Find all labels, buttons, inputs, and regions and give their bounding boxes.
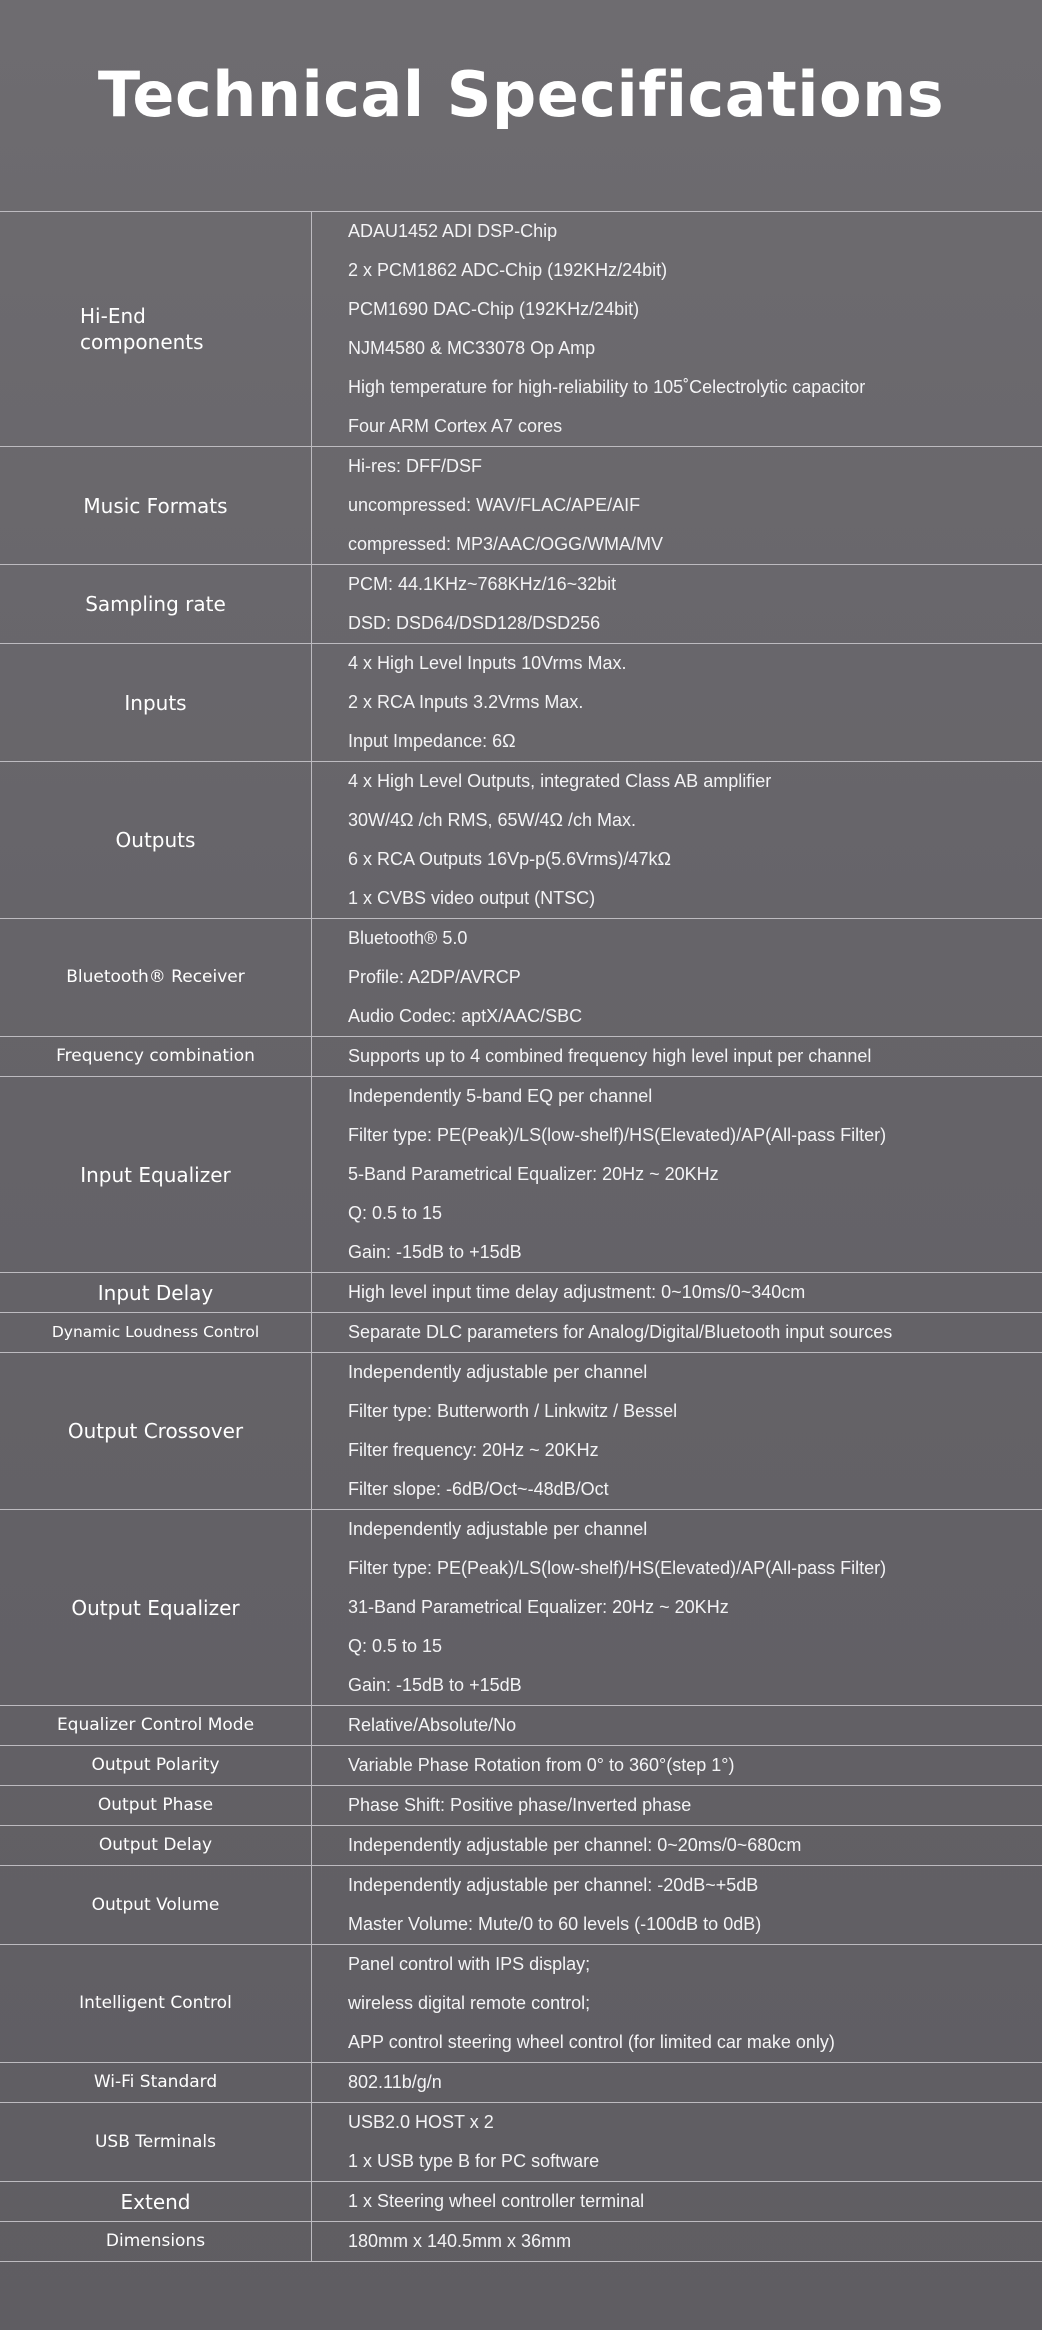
spec-label: Dimensions [0,2222,312,2261]
spec-values [312,1077,1042,1272]
spec-value: Bluetooth® 5.0 [348,928,468,948]
spec-row [0,919,1042,1037]
spec-value: 2 x RCA Inputs 3.2Vrms Max. [348,692,584,712]
spec-values [312,1866,1042,1944]
spec-value: Gain: -15dB to +15dB [348,1675,522,1695]
spec-value: uncompressed: WAV/FLAC/APE/AIF [348,495,641,515]
spec-row [0,762,1042,919]
spec-label: Inputs [0,644,312,761]
spec-row [0,1353,1042,1510]
spec-value: 180mm x 140.5mm x 36mm [348,2231,572,2251]
spec-label: Input Delay [0,1273,312,1312]
spec-label: Dynamic Loudness Control [0,1313,312,1352]
spec-row [0,1945,1042,2063]
spec-value: PCM: 44.1KHz~768KHz/16~32bit [348,574,617,594]
spec-value: PCM1690 DAC-Chip (192KHz/24bit) [348,299,640,319]
spec-value: Phase Shift: Positive phase/Inverted phase [348,1795,692,1815]
spec-value: 1 x USB type B for PC software [348,2151,600,2171]
spec-row [0,1826,1042,1866]
spec-value: 6 x RCA Outputs 16Vp-p(5.6Vrms)/47kΩ [348,849,671,869]
spec-values [312,1313,1042,1352]
spec-row [0,2103,1042,2182]
spec-row [0,1746,1042,1786]
spec-values [312,2182,1042,2221]
spec-value: Audio Codec: aptX/AAC/SBC [348,1006,583,1026]
spec-value: Master Volume: Mute/0 to 60 levels (-100dB to 0dB) [348,1914,762,1934]
spec-value: USB2.0 HOST x 2 [348,2112,494,2132]
spec-value: 5-Band Parametrical Equalizer: 20Hz ~ 20KHz [348,1164,719,1184]
spec-label: Extend [0,2182,312,2221]
page-title: Technical Specifications [97,58,945,131]
spec-value: 1 x Steering wheel controller terminal [348,2191,645,2211]
spec-value: 2 x PCM1862 ADC-Chip (192KHz/24bit) [348,260,668,280]
spec-label: Output Delay [0,1826,312,1865]
spec-values [312,565,1042,643]
spec-value: Q: 0.5 to 15 [348,1203,443,1223]
spec-value: Q: 0.5 to 15 [348,1636,443,1656]
spec-row [0,447,1042,565]
spec-values [312,212,1042,446]
spec-values [312,1826,1042,1865]
spec-values [312,1945,1042,2062]
spec-value: 30W/4Ω /ch RMS, 65W/4Ω /ch Max. [348,810,636,830]
spec-value: Independently 5-band EQ per channel [348,1086,653,1106]
spec-values [312,1510,1042,1705]
spec-value: ADAU1452 ADI DSP-Chip [348,221,558,241]
spec-value: compressed: MP3/AAC/OGG/WMA/MV [348,534,664,554]
spec-value: Variable Phase Rotation from 0° to 360°(step 1°) [348,1755,735,1775]
specifications-table [0,211,1042,2262]
spec-row [0,1786,1042,1826]
spec-label: Equalizer Control Mode [0,1706,312,1745]
spec-values [312,1706,1042,1745]
spec-values [312,2103,1042,2181]
spec-value: 4 x High Level Outputs, integrated Class AB amplifier [348,771,772,791]
spec-values [312,1273,1042,1312]
spec-value: High temperature for high-reliability to 105˚Celectrolytic capacitor [348,377,866,397]
spec-row [0,1866,1042,1945]
spec-value: High level input time delay adjustment: 0~10ms/0~340cm [348,1282,806,1302]
spec-label: Outputs [0,762,312,918]
spec-value: APP control steering wheel control (for limited car make only) [348,2032,835,2052]
spec-value: 1 x CVBS video output (NTSC) [348,888,596,908]
spec-label: Output Equalizer [0,1510,312,1705]
spec-value: NJM4580 & MC33078 Op Amp [348,338,596,358]
spec-value: Four ARM Cortex A7 cores [348,416,563,436]
spec-label: Intelligent Control [0,1945,312,2062]
spec-label: Output Phase [0,1786,312,1825]
spec-values [312,2222,1042,2261]
spec-label: Frequency combination [0,1037,312,1076]
spec-label: Output Polarity [0,1746,312,1785]
spec-value: 4 x High Level Inputs 10Vrms Max. [348,653,627,673]
spec-row [0,644,1042,762]
spec-value: Gain: -15dB to +15dB [348,1242,522,1262]
spec-row [0,565,1042,644]
spec-label: Hi-End components [0,212,312,446]
spec-label: USB Terminals [0,2103,312,2181]
spec-label: Music Formats [0,447,312,564]
spec-label: Wi-Fi Standard [0,2063,312,2102]
spec-value: Filter frequency: 20Hz ~ 20KHz [348,1440,599,1460]
spec-label: Bluetooth® Receiver [0,919,312,1036]
spec-value: Independently adjustable per channel: 0~20ms/0~680cm [348,1835,802,1855]
spec-values [312,2063,1042,2102]
spec-row [0,1510,1042,1706]
spec-value: DSD: DSD64/DSD128/DSD256 [348,613,601,633]
spec-row [0,1313,1042,1353]
spec-values [312,1037,1042,1076]
spec-value: Panel control with IPS display; [348,1954,591,1974]
spec-value: Profile: A2DP/AVRCP [348,967,521,987]
spec-row [0,2182,1042,2222]
spec-value: Filter type: PE(Peak)/LS(low-shelf)/HS(Elevated)/AP(All-pass Filter) [348,1125,887,1145]
spec-values [312,644,1042,761]
spec-row [0,1077,1042,1273]
spec-row [0,2063,1042,2103]
spec-value: Independently adjustable per channel [348,1362,648,1382]
spec-value: 31-Band Parametrical Equalizer: 20Hz ~ 20KHz [348,1597,729,1617]
spec-value: Filter slope: -6dB/Oct~-48dB/Oct [348,1479,609,1499]
spec-value: Independently adjustable per channel [348,1519,648,1539]
spec-values [312,1746,1042,1785]
spec-values [312,762,1042,918]
spec-label: Input Equalizer [0,1077,312,1272]
spec-label: Sampling rate [0,565,312,643]
spec-value: Independently adjustable per channel: -20dB~+5dB [348,1875,759,1895]
spec-value: Relative/Absolute/No [348,1715,517,1735]
spec-row [0,1706,1042,1746]
spec-values [312,447,1042,564]
spec-value: wireless digital remote control; [348,1993,591,2013]
spec-row [0,2222,1042,2262]
spec-value: Hi-res: DFF/DSF [348,456,482,476]
spec-row [0,1273,1042,1313]
spec-value: Input Impedance: 6Ω [348,731,516,751]
spec-values [312,919,1042,1036]
spec-label: Output Volume [0,1866,312,1944]
spec-value: Supports up to 4 combined frequency high level input per channel [348,1046,872,1066]
spec-values [312,1353,1042,1509]
spec-row [0,212,1042,447]
spec-value: Filter type: Butterworth / Linkwitz / Bessel [348,1401,678,1421]
spec-value: 802.11b/g/n [348,2072,442,2092]
spec-value: Separate DLC parameters for Analog/Digital/Bluetooth input sources [348,1322,893,1342]
spec-label: Output Crossover [0,1353,312,1509]
spec-values [312,1786,1042,1825]
spec-value: Filter type: PE(Peak)/LS(low-shelf)/HS(Elevated)/AP(All-pass Filter) [348,1558,887,1578]
spec-row [0,1037,1042,1077]
